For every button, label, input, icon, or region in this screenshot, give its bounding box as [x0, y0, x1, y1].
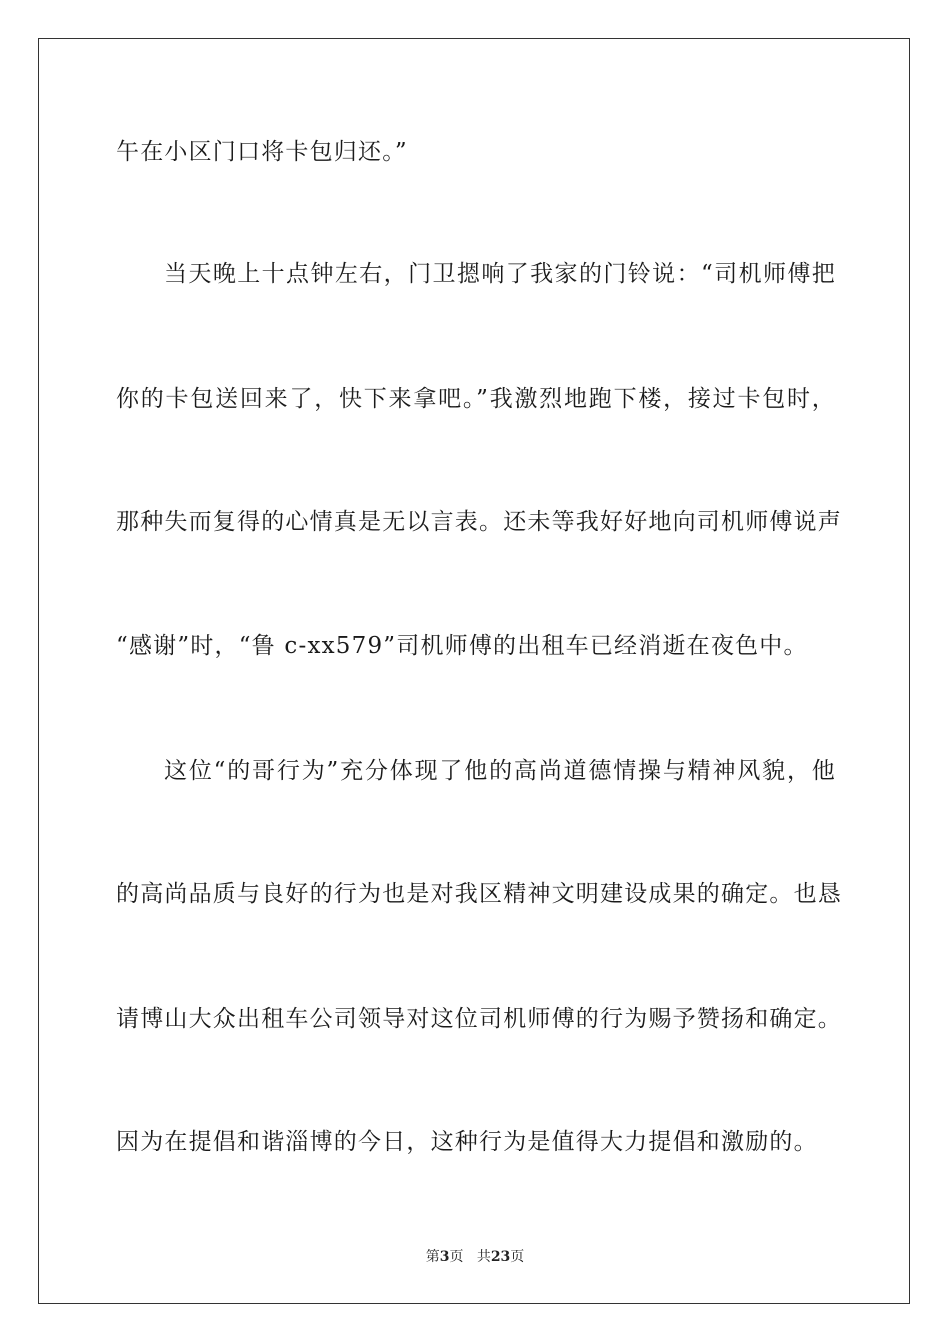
- paragraph-line: 那种失而复得的心情真是无以言表。还未等我好好地向司机师傅说声: [116, 509, 842, 535]
- page-border: [38, 38, 910, 1304]
- total-prefix: 共: [476, 1249, 491, 1265]
- total-suffix: 页: [510, 1249, 525, 1265]
- total-pages: 23: [490, 1249, 511, 1265]
- page-prefix: 第: [425, 1249, 440, 1265]
- page-number: 3: [439, 1249, 450, 1265]
- page-suffix: 页: [449, 1249, 464, 1265]
- paragraph-line: “感谢”时，“鲁 c-xx579”司机师傅的出租车已经消逝在夜色中。: [116, 633, 808, 659]
- page-footer: [0, 1246, 950, 1266]
- paragraph-line: 午在小区门口将卡包归还。”: [116, 139, 408, 165]
- paragraph-line: 你的卡包送回来了，快下来拿吧。”我激烈地跑下楼，接过卡包时，: [116, 386, 836, 412]
- paragraph-line: 这位“的哥行为”充分体现了他的高尚道德情操与精神风貌，他: [164, 758, 836, 784]
- paragraph-line: 的高尚品质与良好的行为也是对我区精神文明建设成果的确定。也恳: [116, 881, 842, 907]
- paragraph-line: 当天晚上十点钟左右，门卫摁响了我家的门铃说：“司机师傅把: [164, 261, 836, 287]
- paragraph-line: 请博山大众出租车公司领导对这位司机师傅的行为赐予赞扬和确定。: [116, 1006, 842, 1032]
- paragraph-line: 因为在提倡和谐淄博的今日，这种行为是值得大力提倡和激励的。: [116, 1129, 818, 1155]
